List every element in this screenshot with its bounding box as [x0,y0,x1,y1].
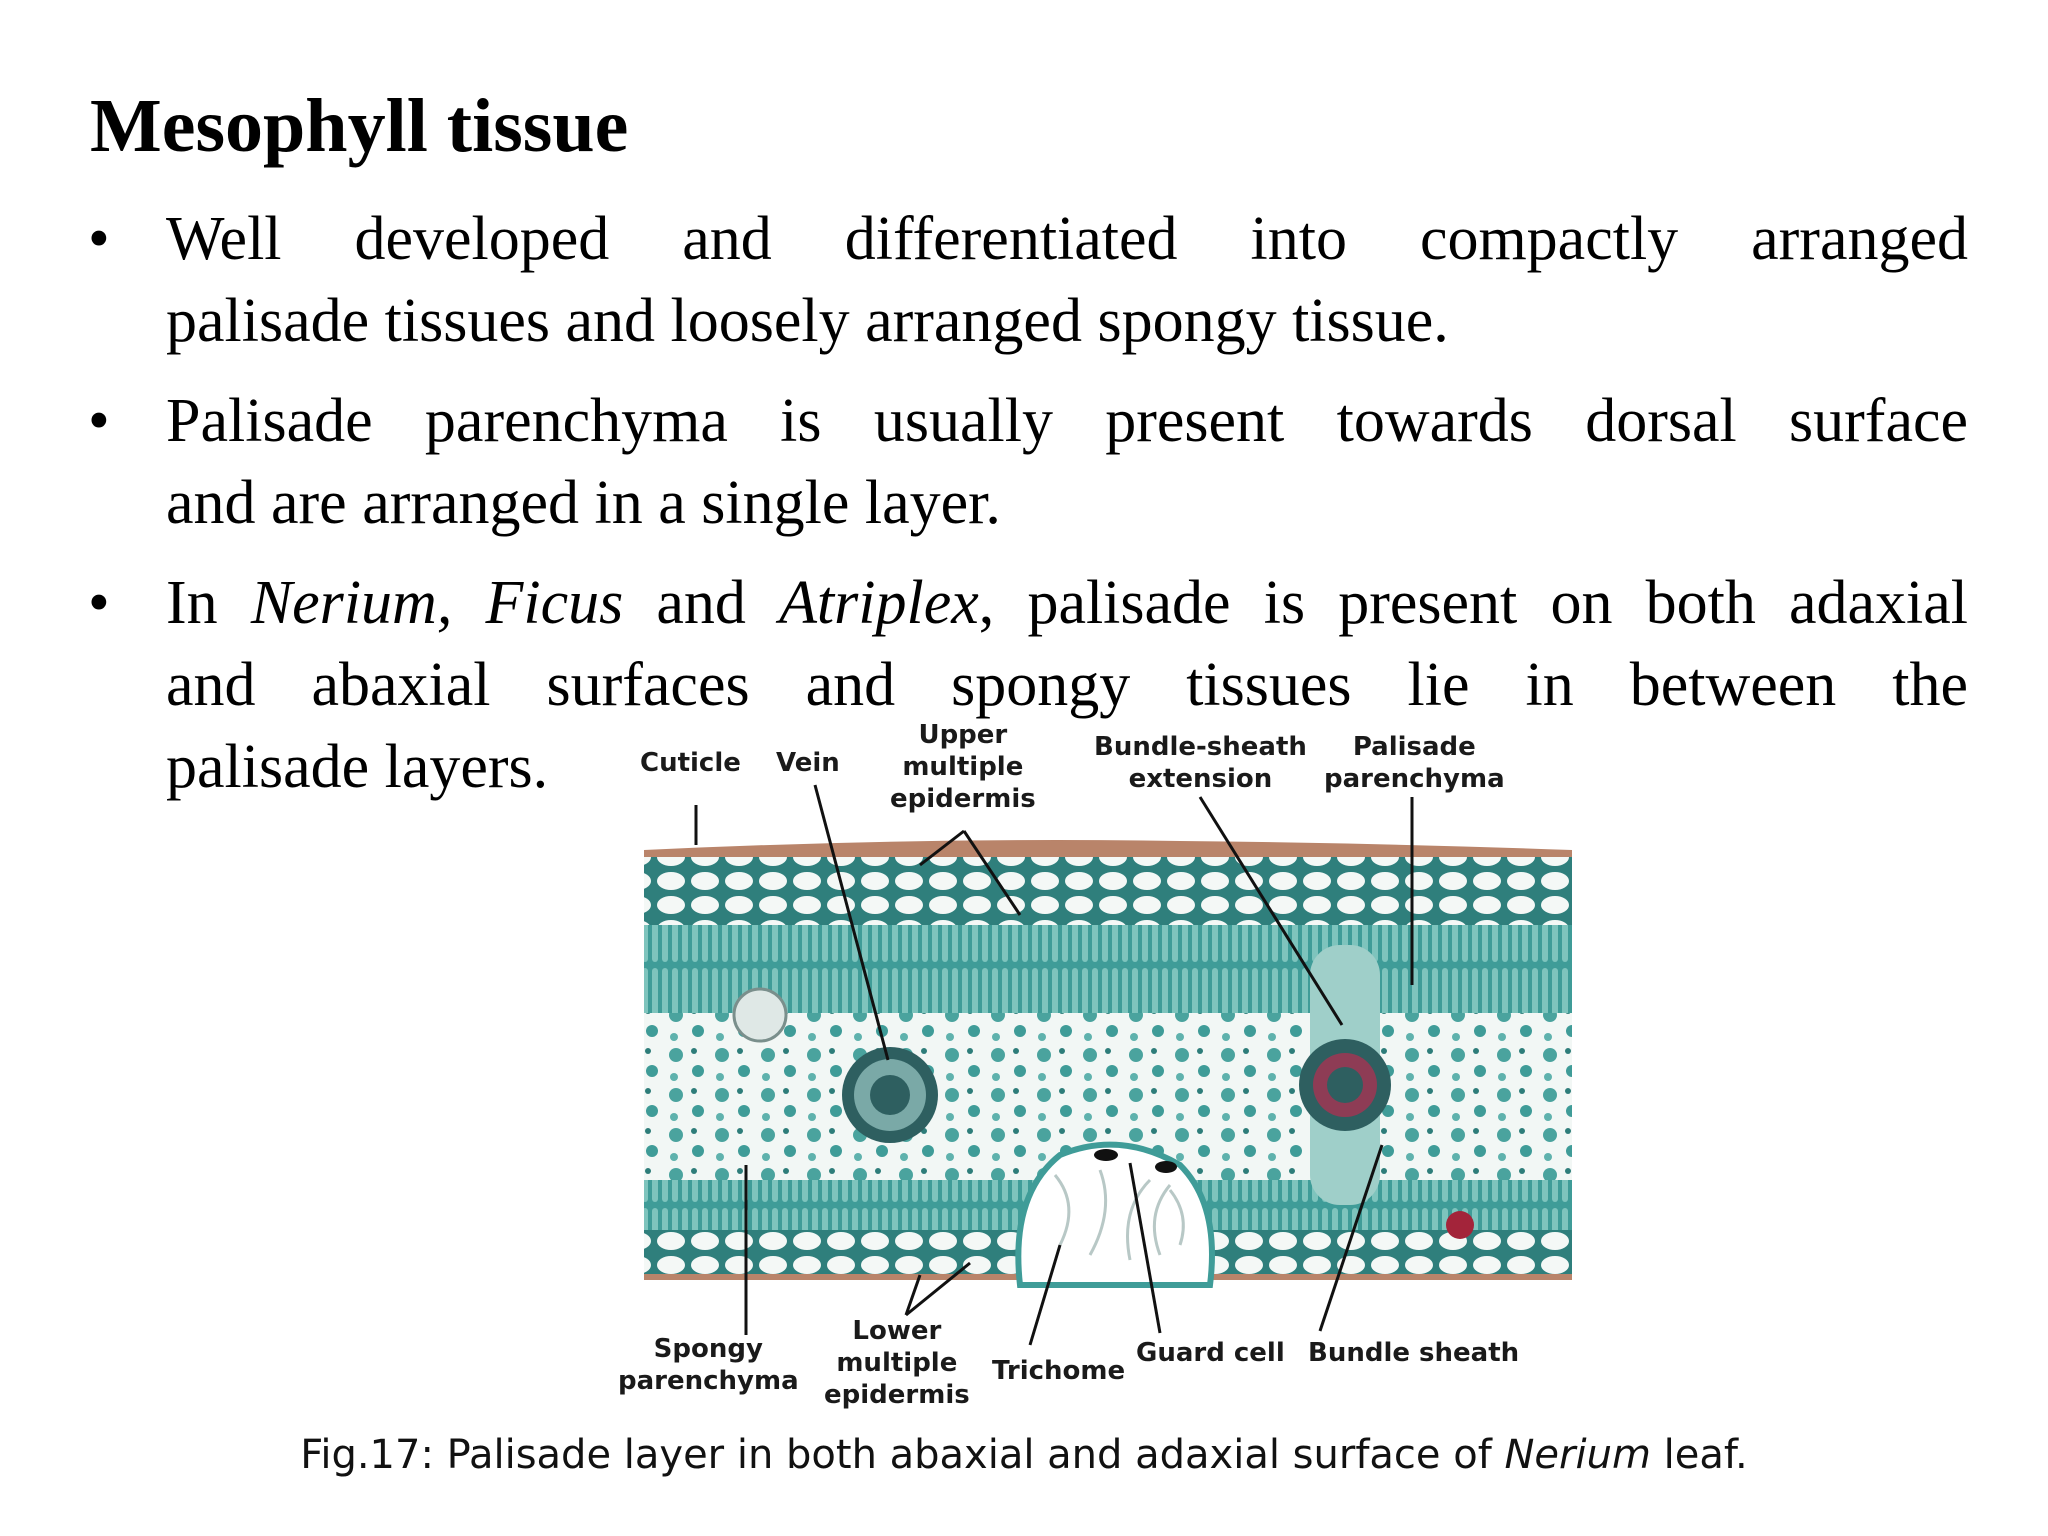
vein-bundle [842,1047,938,1143]
label-spongy-parenchyma: Spongy parenchyma [618,1334,799,1396]
bullet-text: Palisade parenchyma is usually present towards dorsal surface [166,387,1968,455]
text-run: , palisade is present on both adaxial [978,569,1968,637]
genus-name: Atriplex [779,569,979,637]
label-upper-multiple-epidermis: Upper multiple epidermis [890,720,1036,814]
vein-bundle [1299,945,1391,1205]
label-bundle-sheath-extension: Bundle-sheath extension [1094,732,1307,794]
label-lower-multiple-epidermis: Lower multiple epidermis [824,1316,970,1410]
caption-genus: Nerium [1504,1432,1651,1478]
label-trichome: Trichome [992,1356,1126,1386]
bullet-text: palisade layers. [166,733,549,801]
bullet-icon: • [88,205,110,273]
cuticle-layer [644,840,1572,859]
page-title: Mesophyll tissue [90,84,629,168]
bullet-icon: • [88,569,110,637]
guard-cell [1155,1161,1177,1173]
figure-caption [0,1432,2048,1478]
guard-cell [1094,1149,1118,1161]
text-run: and [623,569,780,637]
bullet-text [166,562,1968,644]
label-palisade-parenchyma: Palisade parenchyma [1324,732,1505,794]
label-cuticle: Cuticle [640,748,741,778]
label-guard-cell: Guard cell [1136,1338,1285,1368]
leaf-illustration [620,725,1588,1425]
bullet-icon: • [88,387,110,455]
bullet-item [88,380,1968,544]
caption-text: Fig.17: Palisade layer in both abaxial and adaxial surface of [300,1432,1505,1478]
bullet-text: and abaxial surfaces and spongy tissues lie in between the [166,651,1968,719]
bullet-text: palisade tissues and loosely arranged spongy tissue. [166,287,1449,355]
bullet-text: Well developed and differentiated into compactly arranged [166,205,1968,273]
upper-palisade [644,925,1572,1013]
leaf-cross-section-figure [618,720,1588,1425]
genus-names: Nerium, Ficus [250,569,624,637]
bullet-item [88,198,1968,362]
bullet-text: and are arranged in a single layer. [166,469,1001,537]
text-run: In [166,569,251,637]
label-bundle-sheath: Bundle sheath [1308,1338,1520,1368]
upper-epidermis [644,857,1572,925]
caption-text: leaf. [1650,1432,1748,1478]
label-vein: Vein [776,748,840,778]
